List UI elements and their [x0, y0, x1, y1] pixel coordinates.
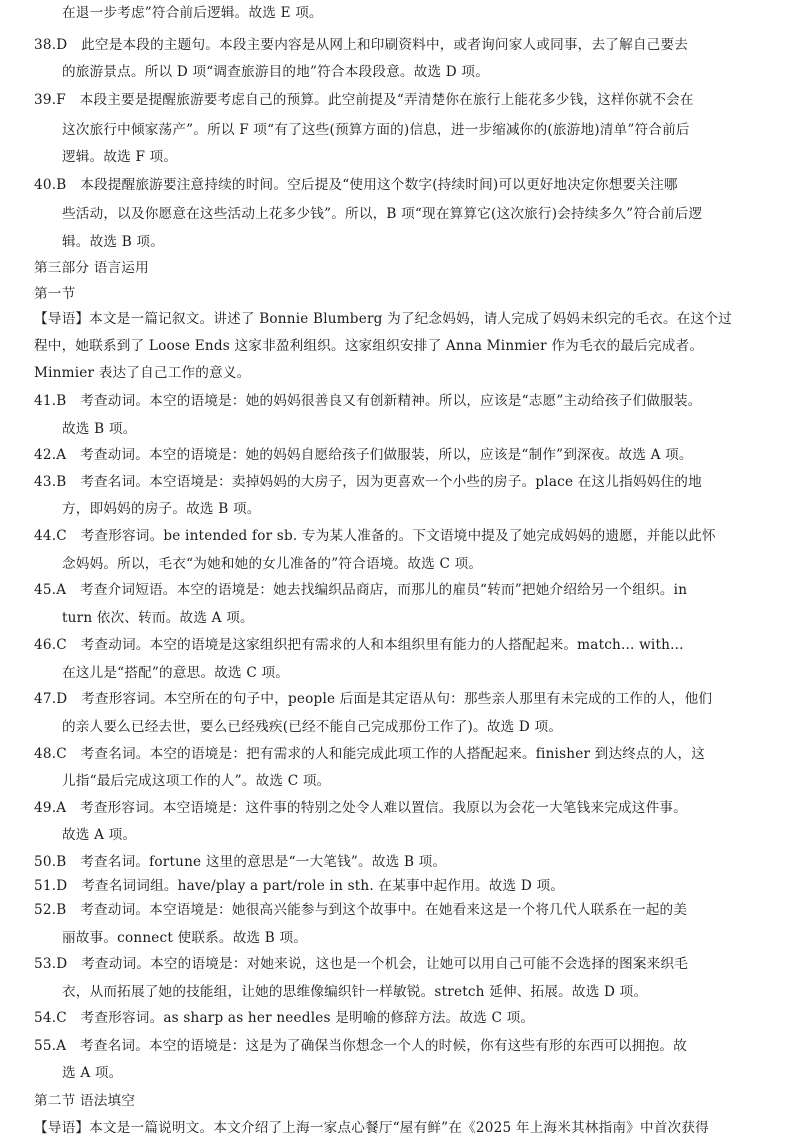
- intro-2-line-1: 【导语】本文是一篇说明文。本文介绍了上海一家点心餐厅“屋有鲜”在《2025 年上海米其林指南》中首次获得: [34, 1120, 709, 1136]
- answer-51-line-1: 51.D 考查名词词组。have/play a part/role in sth. 在某事中起作用。故选 D 项。: [34, 878, 565, 894]
- answer-53-line-2: 衣，从而拓展了她的技能组，让她的思维像编织针一样敏锐。stretch 延伸、拓展。故选 D 项。: [62, 984, 648, 1000]
- intro-line-1: 【导语】本文是一篇记叙文。讲述了 Bonnie Blumberg 为了纪念妈妈，请人完成了妈妈未织完的毛衣。在这个过: [34, 311, 732, 327]
- answer-38-line-2: 的旅游景点。所以 D 项“调查旅游目的地”符合本段段意。故选 D 项。: [62, 64, 490, 80]
- answer-40-line-1: 40.B 本段提醒旅游要注意持续的时间。空后提及“使用这个数字(持续时间)可以更好地决定你想要关注哪: [34, 177, 678, 193]
- text-line: 在退一步考虑”符合前后逻辑。故选 E 项。: [62, 5, 323, 21]
- answer-55-line-1: 55.A 考查名词。本空的语境是：这是为了确保当你想念一个人的时候，你有这些有形的东西可以拥抱。故: [34, 1038, 687, 1054]
- answer-53-line-1: 53.D 考查动词。本空的语境是：对她来说，这也是一个机会，让她可以用自己可能不会选择的图案来织毛: [34, 956, 689, 972]
- answer-54-line-1: 54.C 考查形容词。as sharp as her needles 是明喻的修辞方法。故选 C 项。: [34, 1010, 535, 1026]
- intro-line-3: Minmier 表达了自己工作的意义。: [34, 365, 251, 381]
- answer-38-line-1: 38.D 此空是本段的主题句。本段主要内容是从网上和印刷资料中，或者询问家人或同事，去了解自己要去: [34, 37, 689, 53]
- answer-44-line-1: 44.C 考查形容词。be intended for sb. 专为某人准备的。下文语境中提及了她完成妈妈的遗愿，并能以此怀: [34, 528, 716, 544]
- answer-47-line-2: 的亲人要么已经去世，要么已经残疾(已经不能自己完成那份工作了)。故选 D 项。: [62, 719, 563, 735]
- answer-40-line-3: 辑。故选 B 项。: [62, 234, 164, 250]
- answer-45-line-1: 45.A 考查介词短语。本空的语境是：她去找编织品商店，而那儿的雇员“转而”把她介绍给另一个组织。in: [34, 582, 688, 598]
- answer-48-line-1: 48.C 考查名词。本空的语境是：把有需求的人和能完成此项工作的人搭配起来。finisher 到达终点的人，这: [34, 746, 706, 762]
- answer-47-line-1: 47.D 考查形容词。本空所在的句子中，people 后面是其定语从句：那些亲人那里有未完成的工作的人，他们: [34, 691, 713, 707]
- section-heading-part-3: 第三部分 语言运用: [34, 260, 149, 276]
- intro-line-2: 程中，她联系到了 Loose Ends 这家非盈利组织。这家组织安排了 Anna Minmier 作为毛衣的最后完成者。: [34, 338, 704, 354]
- answer-49-line-2: 故选 A 项。: [62, 827, 137, 843]
- answer-39-line-2: 这次旅行中倾家荡产”。所以 F 项“有了这些(预算方面的)信息，进一步缩减你的(旅游地)清单”符合前后: [62, 122, 690, 138]
- answer-40-line-2: 些活动，以及你愿意在这些活动上花多少钱”。所以，B 项“现在算算它(这次旅行)会持续多久”符合前后逻: [62, 206, 703, 222]
- answer-41-line-2: 故选 B 项。: [62, 421, 137, 437]
- answer-45-line-2: turn 依次、转而。故选 A 项。: [62, 610, 254, 626]
- answer-52-line-2: 丽故事。connect 使联系。故选 B 项。: [62, 930, 308, 946]
- answer-52-line-1: 52.B 考查动词。本空语境是：她很高兴能参与到这个故事中。在她看来这是一个将几代人联系在一起的美: [34, 902, 688, 918]
- answer-44-line-2: 念妈妈。所以，毛衣“为她和她的女儿准备的”符合语境。故选 C 项。: [62, 556, 483, 572]
- answer-43-line-1: 43.B 考查名词。本空语境是：卖掉妈妈的大房子，因为更喜欢一个小些的房子。place 在这儿指妈妈住的地: [34, 474, 702, 490]
- section-heading-grammar: 第二节 语法填空: [34, 1093, 136, 1109]
- answer-55-line-2: 选 A 项。: [62, 1065, 123, 1081]
- answer-49-line-1: 49.A 考查形容词。本空语境是：这件事的特别之处令人难以置信。我原以为会花一大笔钱来完成这件事。: [34, 800, 687, 816]
- answer-43-line-2: 方，即妈妈的房子。故选 B 项。: [62, 501, 261, 517]
- answer-42-line-1: 42.A 考查动词。本空的语境是：她的妈妈自愿给孩子们做服装，所以，应该是“制作”到深夜。故选 A 项。: [34, 447, 693, 463]
- answer-41-line-1: 41.B 考查动词。本空的语境是：她的妈妈很善良又有创新精神。所以，应该是“志愿”主动给孩子们做服装。: [34, 393, 702, 409]
- answer-46-line-2: 在这儿是“搭配”的意思。故选 C 项。: [62, 665, 290, 681]
- subsection-heading-1: 第一节: [34, 286, 76, 302]
- answer-48-line-2: 儿指“最后完成这项工作的人”。故选 C 项。: [62, 773, 331, 789]
- answer-39-line-3: 逻辑。故选 F 项。: [62, 149, 178, 165]
- answer-50-line-1: 50.B 考查名词。fortune 这里的意思是“一大笔钱”。故选 B 项。: [34, 854, 447, 870]
- answer-46-line-1: 46.C 考查动词。本空的语境是这家组织把有需求的人和本组织里有能力的人搭配起来。match... with...: [34, 637, 684, 653]
- answer-39-line-1: 39.F 本段主要是提醒旅游要考虑自己的预算。此空前提及“弄清楚你在旅行上能花多少钱，这样你就不会在: [34, 92, 694, 108]
